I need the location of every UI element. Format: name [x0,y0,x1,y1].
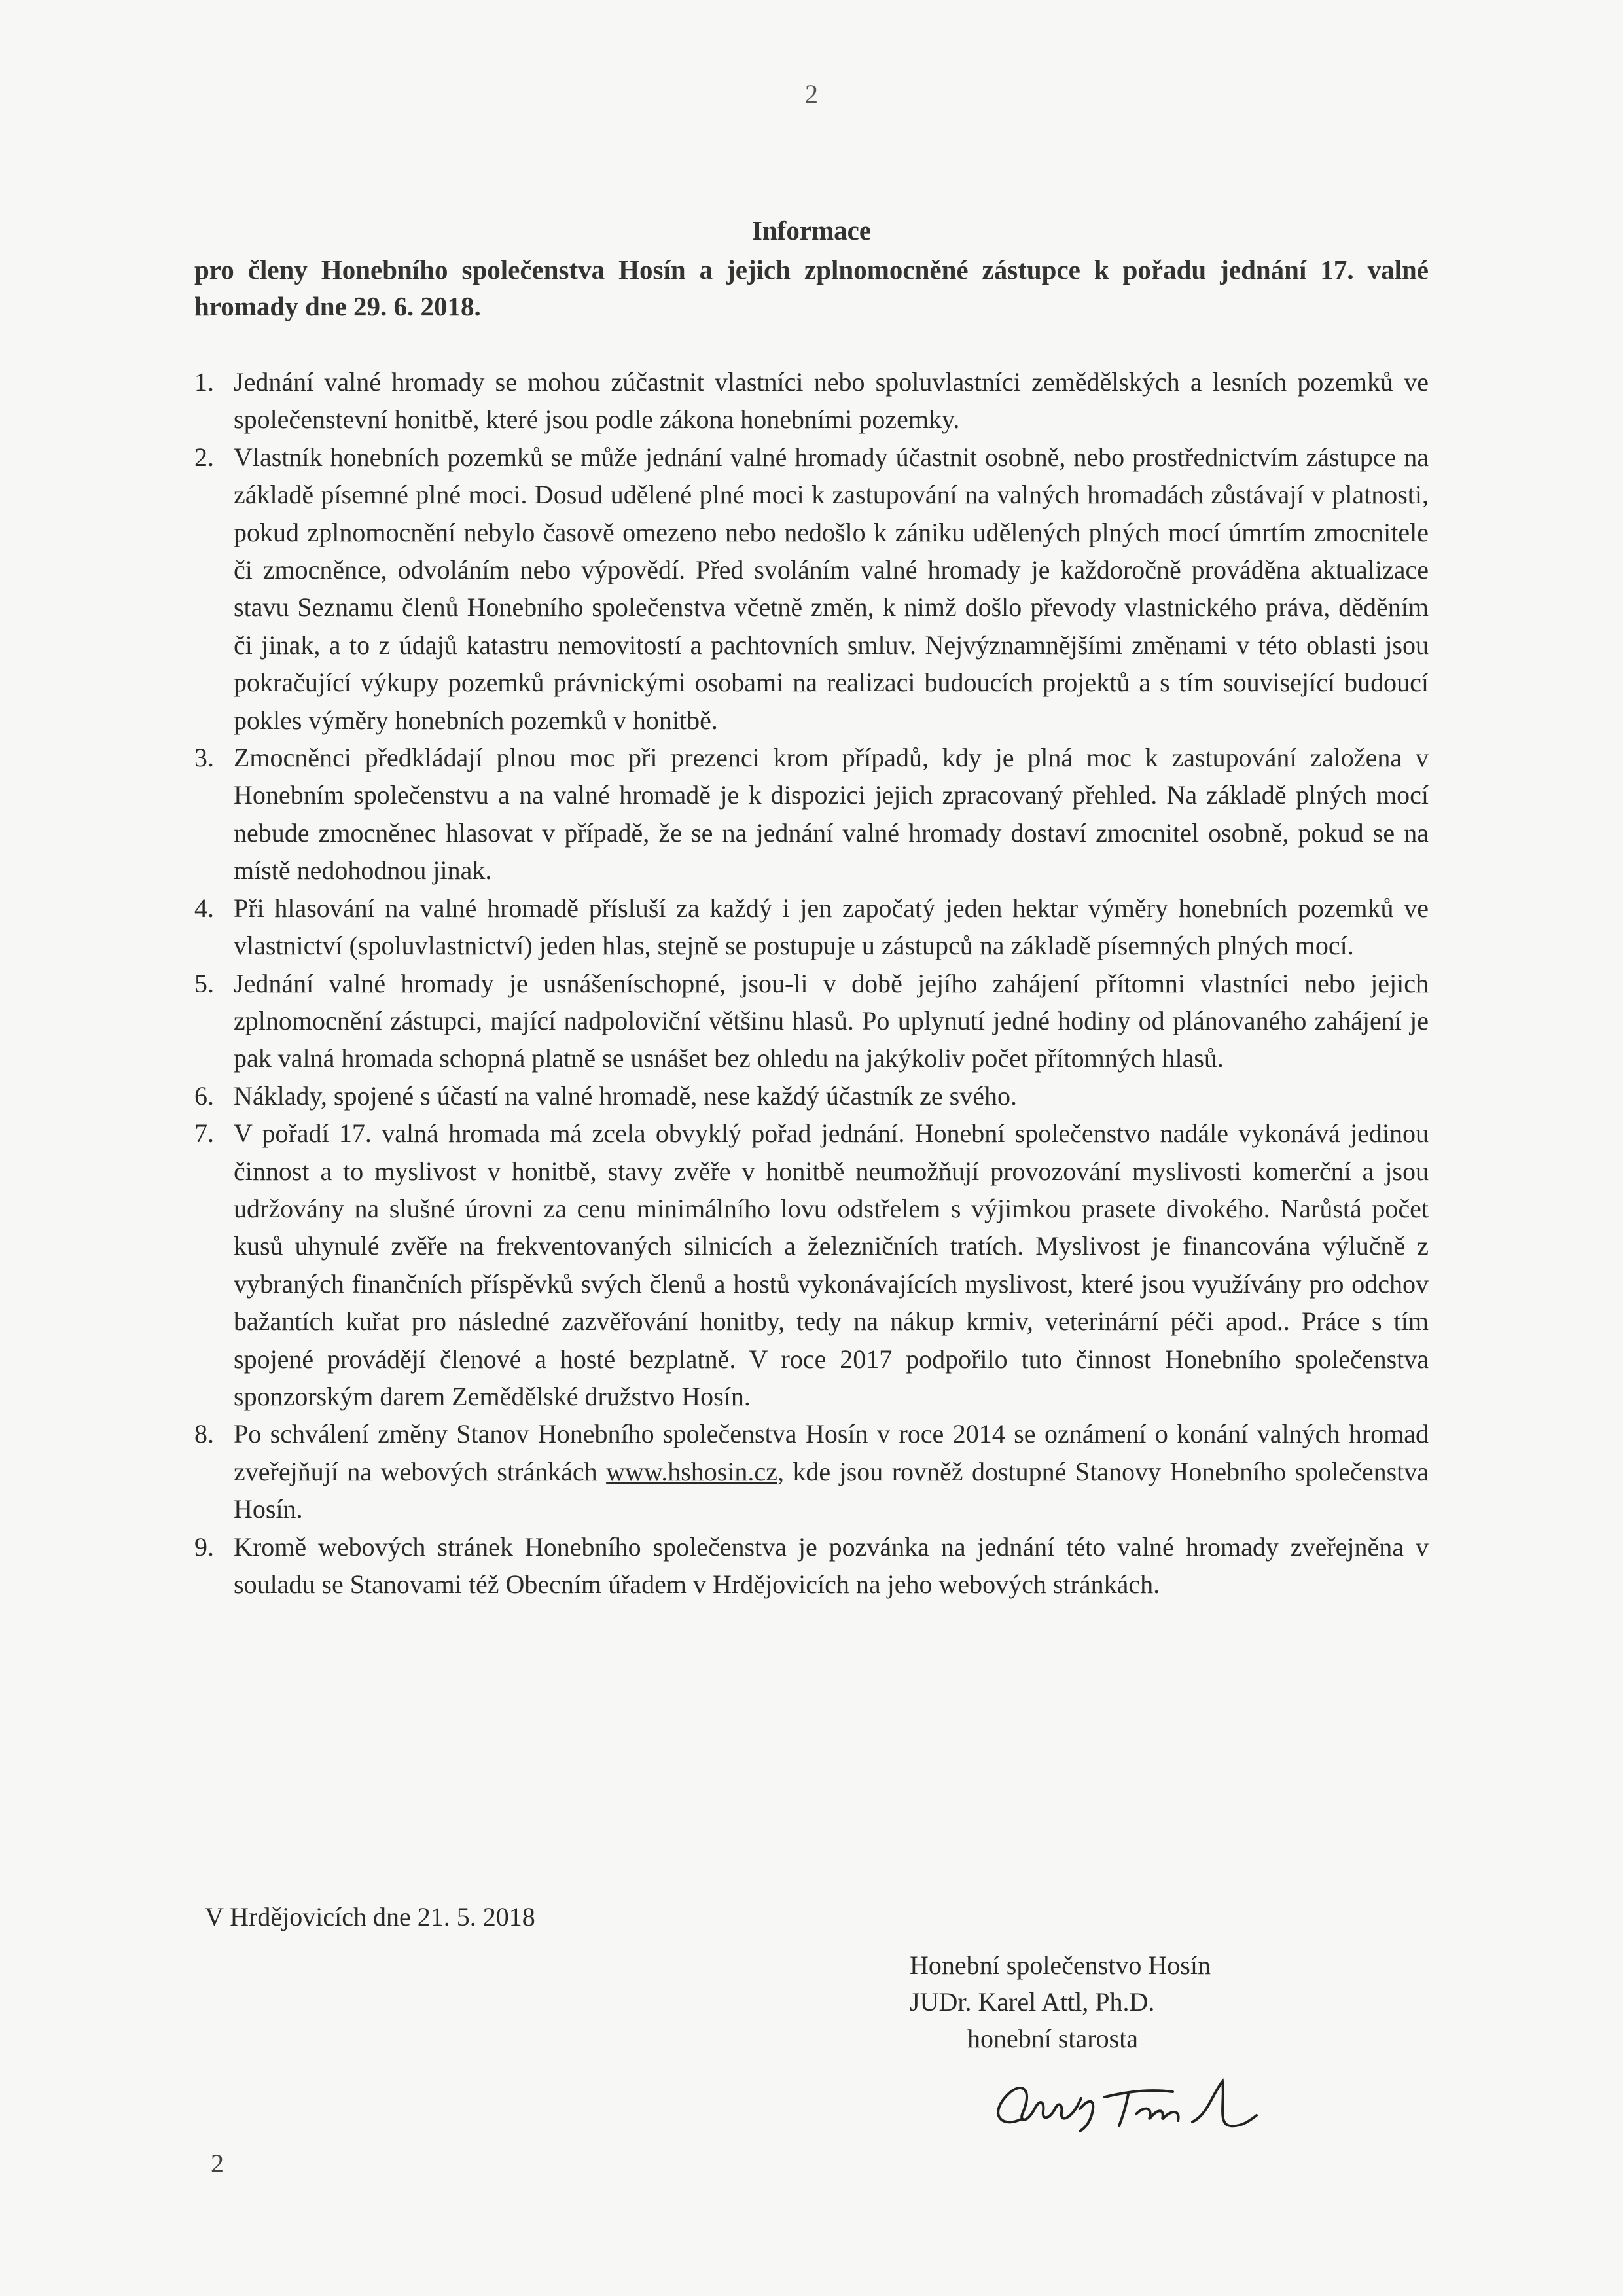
item-text: Jednání valné hromady se mohou zúčastnit vlastníci nebo spoluvlastníci zemědělských a lesních pozemků ve společenstevní honitbě, které jsou podle zákona honebními pozemky. [234,367,1429,435]
item-text: Náklady, spojené s účastí na valné hromadě, nese každý účastník ze svého. [234,1081,1017,1111]
page-number-top: 2 [805,79,818,109]
item-text-before-link: Po schválení změny Stanov Honebního společenstva Hosín v roce 2014 se oznámení o konání valných hromad zveřejňují na webových stránkách [234,1419,1429,1486]
list-item-1 [194,363,1429,439]
item-number: 3. [194,743,214,773]
item-number: 5. [194,968,214,998]
list-item-5 [194,965,1429,1077]
list-item-9 [194,1528,1429,1604]
list-item-7 [194,1115,1429,1415]
heading-title: Informace [751,215,872,245]
list-item-8 [194,1415,1429,1528]
item-text: Zmocněnci předkládají plnou moc při prezenci krom případů, kdy je plná moc k zastupování založena v Honebním společenstvu a na valné hromadě je k dispozici jejich zpracovaný přehled. Na základě plných mocí nebude zmocněnec hlasovat v případě, že se na jednání valné hromady dostaví zmocnitel osobně, pokud se na místě nedohodnou jinak. [234,743,1429,886]
item-number: 4. [194,893,214,923]
place-date: V Hrdějovicích dne 21. 5. 2018 [205,1902,535,1931]
heading-subtitle: pro členy Honebního společenstva Hosín a jejich zplnomocněné zástupce k pořadu jednání 17. valné hromady dne 29. 6. 2018. [194,255,1429,321]
item-number: 7. [194,1119,214,1149]
signature-organization: Honební společenstvo Hosín [910,1950,1211,1980]
item-text: V pořadí 17. valná hromada má zcela obvyklý pořad jednání. Honební společenstvo nadále vykonává jedinou činnost a to myslivost v honitbě, stavy zvěře v honitbě neumožňují provozování myslivosti komerční a jsou udržovány na slušné úrovni za cenu minimálního lovu odstřelem s výjimkou prasete divokého. Narůstá počet kusů uhynulé zvěře na frekventovaných silnicích a železničních tratích. Myslivost je financována výlučně z vybraných finančních příspěvků svých členů a hostů vykonávajících myslivost, které jsou využívány pro odchov bažantích kuřat pro následné zazvěřování honitby, tedy na nákup krmiv, veterinární péči apod.. Práce s tím spojené provádějí členové a hosté bezplatně. V roce 2017 podpořilo tuto činnost Honebního společenstva sponzorským darem Zemědělské družstvo Hosín. [234,1119,1429,1411]
item-text: Vlastník honebních pozemků se může jednání valné hromady účastnit osobně, nebo prostřednictvím zástupce na základě písemné plné moci. Dosud udělené plné moci k zastupování na valných hromadách zůstávají v platnosti, pokud zplnomocnění nebylo časově omezeno nebo nedošlo k zániku udělených plných mocí úmrtím zmocnitele či zmocněnce, odvoláním nebo výpovědí. Před svoláním valné hromady je každoročně prováděna aktualizace stavu Seznamu členů Honebního společenstva včetně změn, k nimž došlo převody vlastnického práva, děděním či jinak, a to z údajů katastru nemovitostí a pachtovních smluv. Nejvýznamnějšími změnami v této oblasti jsou pokračující výkupy pozemků právnickými osobami na realizaci budoucích projektů a s tím související budoucí pokles výměry honebních pozemků v honitbě. [234,442,1429,735]
item-text: Jednání valné hromady je usnášeníschopné, jsou-li v době jejího zahájení přítomni vlastníci nebo jejich zplnomocnění zástupci, mající nadpoloviční většinu hlasů. Po uplynutí jedné hodiny od plánovaného zahájení je pak valná hromada schopná platně se usnášet bez ohledu na jakýkoliv počet přítomných hlasů. [234,968,1429,1073]
item-text: Kromě webových stránek Honebního společenstva je pozvánka na jednání této valné hromady zveřejněna v souladu se Stanovami též Obecním úřadem v Hrdějovicích na jeho webových stránkách. [234,1532,1429,1599]
item-number: 1. [194,367,214,397]
item-number: 9. [194,1532,214,1562]
list-item-2 [194,439,1429,739]
signature-title: honební starosta [967,2024,1139,2053]
list-item-4 [194,889,1429,965]
list-item-3 [194,739,1429,889]
information-list [194,363,1429,1603]
item-number: 6. [194,1081,214,1111]
signature-block [910,1947,1211,2057]
website-link[interactable]: www.hshosin.cz [606,1456,777,1486]
list-item-6 [194,1077,1429,1115]
signature-name: JUDr. Karel Attl, Ph.D. [910,1987,1155,2017]
page-number-bottom: 2 [211,2149,224,2178]
handwritten-signature [982,2068,1296,2140]
item-text: Při hlasování na valné hromadě přísluší za každý i jen započatý jeden hektar výměry honebních pozemků ve vlastnictví (spoluvlastnictví) jeden hlas, stejně se postupuje u zástupců na základě písemných plných mocí. [234,893,1429,961]
item-number: 8. [194,1419,214,1449]
item-text-after-link: , kde jsou rovněž dostupné Stanovy Honebního společenstva Hosín. [234,1456,1429,1524]
item-number: 2. [194,442,214,472]
